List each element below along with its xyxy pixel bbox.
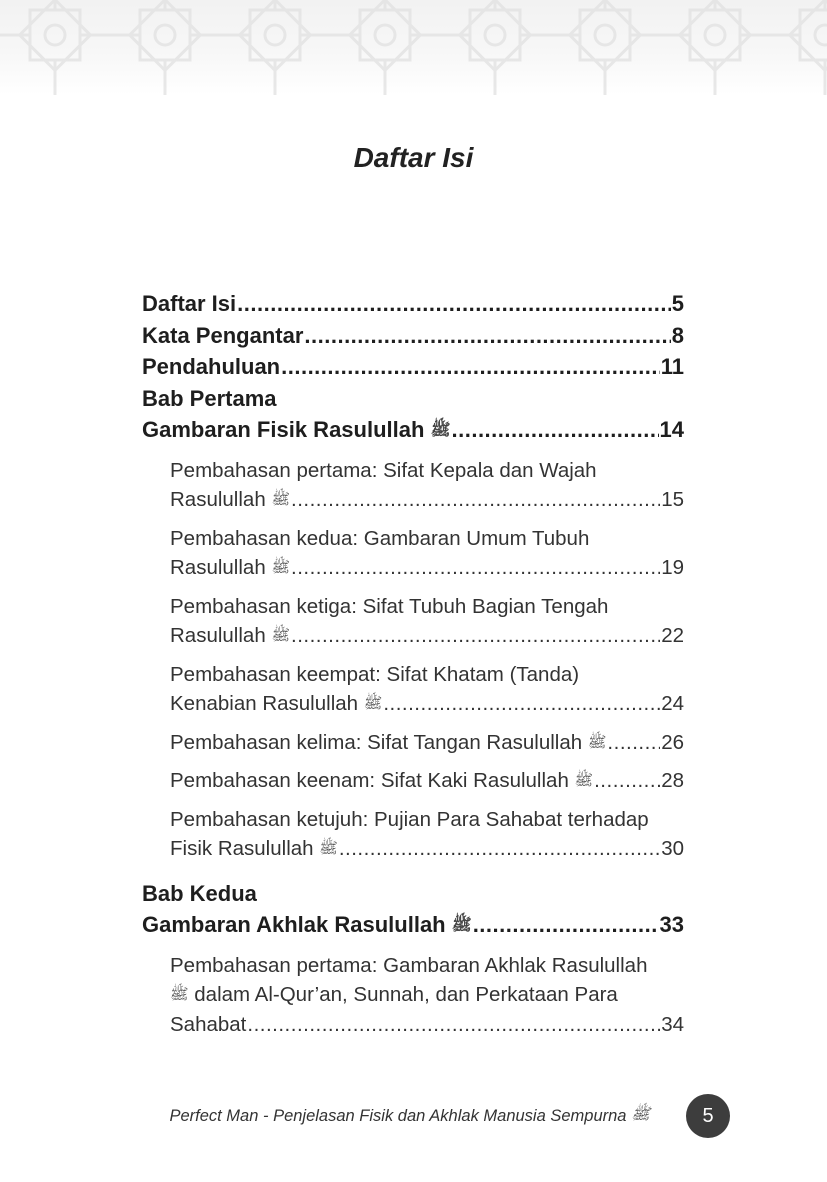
toc-entry-daftar-isi[interactable] [142,288,684,320]
saw-symbol: ﷺ [451,915,472,934]
toc-entry-label: Rasulullah ﷺ [170,556,290,579]
toc-subentry[interactable] [170,592,684,651]
leader-dots [291,485,660,515]
toc-subentry[interactable] [170,728,684,758]
toc-subentry[interactable] [170,951,684,1040]
table-of-contents [142,288,684,1039]
saw-symbol: ﷺ [587,732,607,751]
leader-dots [383,689,660,719]
toc-entry-label: Rasulullah ﷺ [170,488,290,511]
saw-symbol: ﷺ [271,626,290,644]
subentry-line: Pembahasan kedua: Gambaran Umum Tubuh [170,526,590,550]
toc-subentry[interactable] [170,805,684,864]
toc-entry-label: Gambaran Akhlak Rasulullah ﷺ [142,912,472,937]
leader-dots [304,320,670,352]
toc-entry-page: 19 [661,556,684,579]
toc-entry-page: 14 [659,417,684,442]
toc-subentry[interactable] [170,766,684,796]
toc-entry-label: Gambaran Fisik Rasulullah ﷺ [142,417,451,442]
saw-symbol: ﷺ [430,420,451,439]
toc-entry-label: Pembahasan keenam: Sifat Kaki Rasulullah ﷺ [170,769,594,792]
page-title: Daftar Isi [353,142,474,173]
toc-entry-page: 34 [661,1012,684,1036]
chapter-heading: Bab Kedua [142,880,257,906]
subentry-line: Pembahasan pertama: Sifat Kepala dan Wajah [170,458,597,482]
toc-subentry[interactable] [170,524,684,583]
subentry-line: Pembahasan ketujuh: Pujian Para Sahabat terhadap [170,807,649,831]
leader-dots [473,909,659,941]
saw-symbol: ﷺ [631,1104,650,1123]
toc-entry-label: Sahabat [170,1012,247,1036]
toc-entry-page: 5 [671,291,684,316]
toc-entry-label: Kata Pengantar [142,322,304,348]
leader-dots [247,1010,660,1040]
leader-dots [452,414,659,446]
toc-entry-chapter-2[interactable] [142,909,684,941]
toc-subentry[interactable] [170,660,684,719]
leader-dots [339,834,660,864]
saw-symbol: ﷺ [574,771,594,789]
leader-dots [607,728,660,758]
saw-symbol: ﷺ [271,558,290,576]
toc-entry-label: Pendahuluan [142,354,281,379]
subentry-line: Pembahasan keempat: Sifat Khatam (Tanda) [170,662,580,686]
saw-symbol: ﷺ [170,985,189,1003]
toc-entry-page: 15 [661,488,684,511]
toc-entry-kata-pengantar[interactable] [142,320,684,352]
toc-subentry[interactable] [170,456,684,515]
toc-entry-label: Kenabian Rasulullah ﷺ [170,692,383,715]
saw-symbol: ﷺ [319,839,338,857]
running-footer: Perfect Man - Penjelasan Fisik dan Akhlak Manusia Sempurna ﷺ [169,1104,650,1125]
toc-entry-page: 30 [661,837,684,860]
toc-entry-label: Pembahasan kelima: Sifat Tangan Rasulullah ﷺ [170,730,607,754]
toc-entry-page: 11 [660,354,684,379]
toc-entry-page: 33 [659,912,684,937]
subentry-line: ﷺ dalam Al-Qur’an, Sunnah, dan Perkataan Para [170,983,618,1006]
saw-symbol: ﷺ [271,490,290,508]
toc-entry-page: 22 [661,624,684,647]
subentry-line: Pembahasan ketiga: Sifat Tubuh Bagian Tengah [170,594,609,618]
toc-entry-page: 26 [661,730,684,754]
toc-entry-label: Daftar Isi [142,291,237,316]
leader-dots [237,288,671,320]
toc-entry-pendahuluan[interactable] [142,351,684,383]
toc-entry-chapter-1[interactable] [142,414,684,446]
toc-entry-page: 24 [661,692,684,715]
toc-entry-label: Rasulullah ﷺ [170,624,290,647]
toc-entry-page: 28 [661,769,684,792]
saw-symbol: ﷺ [363,694,383,712]
leader-dots [291,621,660,651]
leader-dots [291,553,660,583]
page-number-badge: 5 [686,1094,730,1138]
toc-entry-page: 8 [671,322,684,348]
leader-dots [281,351,660,383]
leader-dots [594,766,660,796]
header-pattern [0,0,827,95]
chapter-heading: Bab Pertama [142,385,277,411]
toc-entry-label: Fisik Rasulullah ﷺ [170,837,338,860]
subentry-line: Pembahasan pertama: Gambaran Akhlak Rasulullah [170,953,648,977]
